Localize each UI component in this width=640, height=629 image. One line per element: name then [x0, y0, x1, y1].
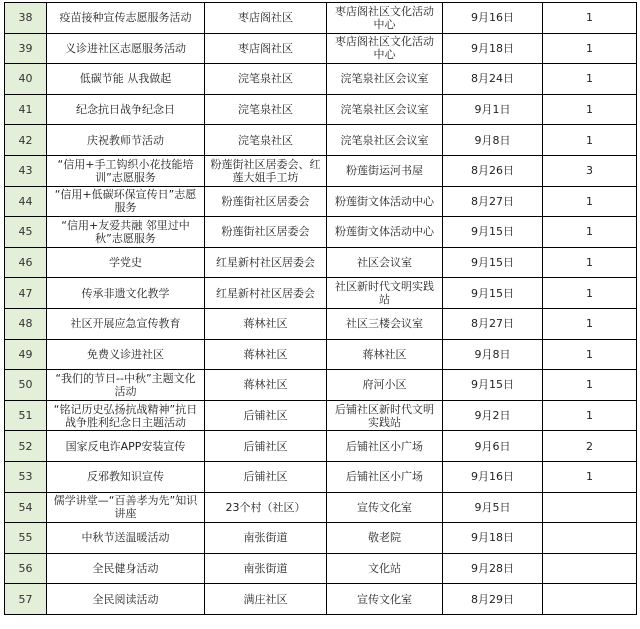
venue-cell: 浣笔泉社区会议室: [327, 64, 443, 95]
activity-date-cell: 8月27日: [443, 186, 543, 217]
row-number-cell: 47: [5, 278, 47, 309]
venue-cell: 后铺社区新时代文明实践站: [327, 400, 443, 431]
session-count-cell: 1: [543, 370, 637, 401]
activity-name-cell: 学党史: [47, 247, 205, 278]
organizer-cell: 浣笔泉社区: [205, 125, 327, 156]
activity-date-cell: 9月15日: [443, 247, 543, 278]
activity-name-cell: 全民阅读活动: [47, 584, 205, 615]
activity-date-cell: 8月29日: [443, 584, 543, 615]
row-number-cell: 54: [5, 492, 47, 523]
activity-name-cell: 传承非遗文化教学: [47, 278, 205, 309]
row-number-cell: 55: [5, 523, 47, 554]
row-number-cell: 38: [5, 3, 47, 34]
venue-cell: 蒋林社区: [327, 339, 443, 370]
activity-name-cell: 中秋节送温暖活动: [47, 523, 205, 554]
row-number-cell: 53: [5, 461, 47, 492]
activity-date-cell: 9月18日: [443, 33, 543, 64]
organizer-cell: 南张街道: [205, 523, 327, 554]
row-number-cell: 48: [5, 308, 47, 339]
venue-cell: 粉莲街运河书屋: [327, 155, 443, 186]
row-number-cell: 49: [5, 339, 47, 370]
organizer-cell: 满庄社区: [205, 584, 327, 615]
activity-date-cell: 9月6日: [443, 431, 543, 462]
venue-cell: 府河小区: [327, 370, 443, 401]
row-number-cell: 43: [5, 155, 47, 186]
organizer-cell: 浣笔泉社区: [205, 94, 327, 125]
activity-name-cell: “我们的节日--中秋”主题文化活动: [47, 370, 205, 401]
activity-date-cell: 9月28日: [443, 553, 543, 584]
session-count-cell: 1: [543, 217, 637, 248]
organizer-cell: 枣店阁社区: [205, 3, 327, 34]
table-row: [5, 584, 637, 615]
activity-date-cell: 9月8日: [443, 339, 543, 370]
row-number-cell: 46: [5, 247, 47, 278]
table-row: [5, 431, 637, 462]
organizer-cell: 23个村（社区）: [205, 492, 327, 523]
session-count-cell: 1: [543, 64, 637, 95]
table-row: [5, 33, 637, 64]
activity-date-cell: 9月16日: [443, 3, 543, 34]
session-count-cell: [543, 553, 637, 584]
session-count-cell: 1: [543, 339, 637, 370]
organizer-cell: 浣笔泉社区: [205, 64, 327, 95]
activity-date-cell: 8月27日: [443, 308, 543, 339]
venue-cell: 后铺社区小广场: [327, 431, 443, 462]
activity-date-cell: 9月15日: [443, 217, 543, 248]
venue-cell: 社区三楼会议室: [327, 308, 443, 339]
activity-name-cell: “信用+低碳环保宣传日”志愿服务: [47, 186, 205, 217]
row-number-cell: 56: [5, 553, 47, 584]
session-count-cell: 1: [543, 94, 637, 125]
activity-name-cell: “信用+手工钩织小花技能培训”志愿服务: [47, 155, 205, 186]
activity-date-cell: 9月15日: [443, 370, 543, 401]
venue-cell: 粉莲街文体活动中心: [327, 217, 443, 248]
row-number-cell: 44: [5, 186, 47, 217]
session-count-cell: 1: [543, 186, 637, 217]
table-row: [5, 308, 637, 339]
organizer-cell: 粉莲街社区居委会: [205, 186, 327, 217]
activity-name-cell: “信用+友爱共融 邻里过中秋”志愿服务: [47, 217, 205, 248]
session-count-cell: 1: [543, 125, 637, 156]
activity-table: [4, 2, 637, 615]
session-count-cell: 1: [543, 33, 637, 64]
session-count-cell: 2: [543, 431, 637, 462]
venue-cell: 文化站: [327, 553, 443, 584]
row-number-cell: 57: [5, 584, 47, 615]
organizer-cell: 后铺社区: [205, 461, 327, 492]
table-row: [5, 370, 637, 401]
organizer-cell: 红星新村社区居委会: [205, 278, 327, 309]
activity-name-cell: 疫苗接种宣传志愿服务活动: [47, 3, 205, 34]
activity-name-cell: 庆祝教师节活动: [47, 125, 205, 156]
venue-cell: 宣传文化室: [327, 584, 443, 615]
organizer-cell: 蒋林社区: [205, 339, 327, 370]
organizer-cell: 蒋林社区: [205, 308, 327, 339]
activity-name-cell: 反邪教知识宣传: [47, 461, 205, 492]
table-row: [5, 155, 637, 186]
row-number-cell: 41: [5, 94, 47, 125]
venue-cell: 社区新时代文明实践站: [327, 278, 443, 309]
session-count-cell: 1: [543, 278, 637, 309]
organizer-cell: 蒋林社区: [205, 370, 327, 401]
table-row: [5, 94, 637, 125]
session-count-cell: 1: [543, 308, 637, 339]
organizer-cell: 粉莲街社区居委会、红莲大姐手工坊: [205, 155, 327, 186]
table-row: [5, 339, 637, 370]
table-row: [5, 278, 637, 309]
activity-name-cell: 全民健身活动: [47, 553, 205, 584]
activity-date-cell: 9月18日: [443, 523, 543, 554]
venue-cell: 枣店阁社区文化活动中心: [327, 33, 443, 64]
organizer-cell: 红星新村社区居委会: [205, 247, 327, 278]
table-row: [5, 186, 637, 217]
venue-cell: 浣笔泉社区会议室: [327, 94, 443, 125]
venue-cell: 宣传文化室: [327, 492, 443, 523]
organizer-cell: 南张街道: [205, 553, 327, 584]
organizer-cell: 粉莲街社区居委会: [205, 217, 327, 248]
activity-name-cell: 低碳节能 从我做起: [47, 64, 205, 95]
row-number-cell: 52: [5, 431, 47, 462]
table-row: [5, 64, 637, 95]
venue-cell: 敬老院: [327, 523, 443, 554]
table-row: [5, 125, 637, 156]
activity-date-cell: 9月16日: [443, 461, 543, 492]
activity-name-cell: 社区开展应急宣传教育: [47, 308, 205, 339]
row-number-cell: 51: [5, 400, 47, 431]
activity-name-cell: 免费义诊进社区: [47, 339, 205, 370]
table-row: [5, 523, 637, 554]
venue-cell: 后铺社区小广场: [327, 461, 443, 492]
session-count-cell: [543, 492, 637, 523]
activity-date-cell: 8月26日: [443, 155, 543, 186]
activity-name-cell: 国家反电诈APP安装宣传: [47, 431, 205, 462]
session-count-cell: 1: [543, 461, 637, 492]
row-number-cell: 40: [5, 64, 47, 95]
table-row: [5, 217, 637, 248]
table-row: [5, 553, 637, 584]
venue-cell: 浣笔泉社区会议室: [327, 125, 443, 156]
activity-name-cell: 义诊进社区志愿服务活动: [47, 33, 205, 64]
activity-name-cell: 儒学讲堂—“百善孝为先”知识讲座: [47, 492, 205, 523]
organizer-cell: 枣店阁社区: [205, 33, 327, 64]
activity-date-cell: 8月24日: [443, 64, 543, 95]
organizer-cell: 后铺社区: [205, 431, 327, 462]
organizer-cell: 后铺社区: [205, 400, 327, 431]
activity-name-cell: 纪念抗日战争纪念日: [47, 94, 205, 125]
session-count-cell: 3: [543, 155, 637, 186]
session-count-cell: [543, 584, 637, 615]
table-row: [5, 461, 637, 492]
venue-cell: 社区会议室: [327, 247, 443, 278]
activity-date-cell: 9月5日: [443, 492, 543, 523]
activity-date-cell: 9月15日: [443, 278, 543, 309]
session-count-cell: [543, 523, 637, 554]
session-count-cell: 1: [543, 400, 637, 431]
activity-date-cell: 9月2日: [443, 400, 543, 431]
activity-date-cell: 9月1日: [443, 94, 543, 125]
table-row: [5, 400, 637, 431]
row-number-cell: 50: [5, 370, 47, 401]
activity-name-cell: “铭记历史弘扬抗战精神”抗日战争胜利纪念日主题活动: [47, 400, 205, 431]
row-number-cell: 45: [5, 217, 47, 248]
table-row: [5, 3, 637, 34]
row-number-cell: 39: [5, 33, 47, 64]
table-row: [5, 492, 637, 523]
activity-date-cell: 9月8日: [443, 125, 543, 156]
row-number-cell: 42: [5, 125, 47, 156]
session-count-cell: 1: [543, 247, 637, 278]
session-count-cell: 1: [543, 3, 637, 34]
table-row: [5, 247, 637, 278]
venue-cell: 枣店阁社区文化活动中心: [327, 3, 443, 34]
venue-cell: 粉莲街文体活动中心: [327, 186, 443, 217]
